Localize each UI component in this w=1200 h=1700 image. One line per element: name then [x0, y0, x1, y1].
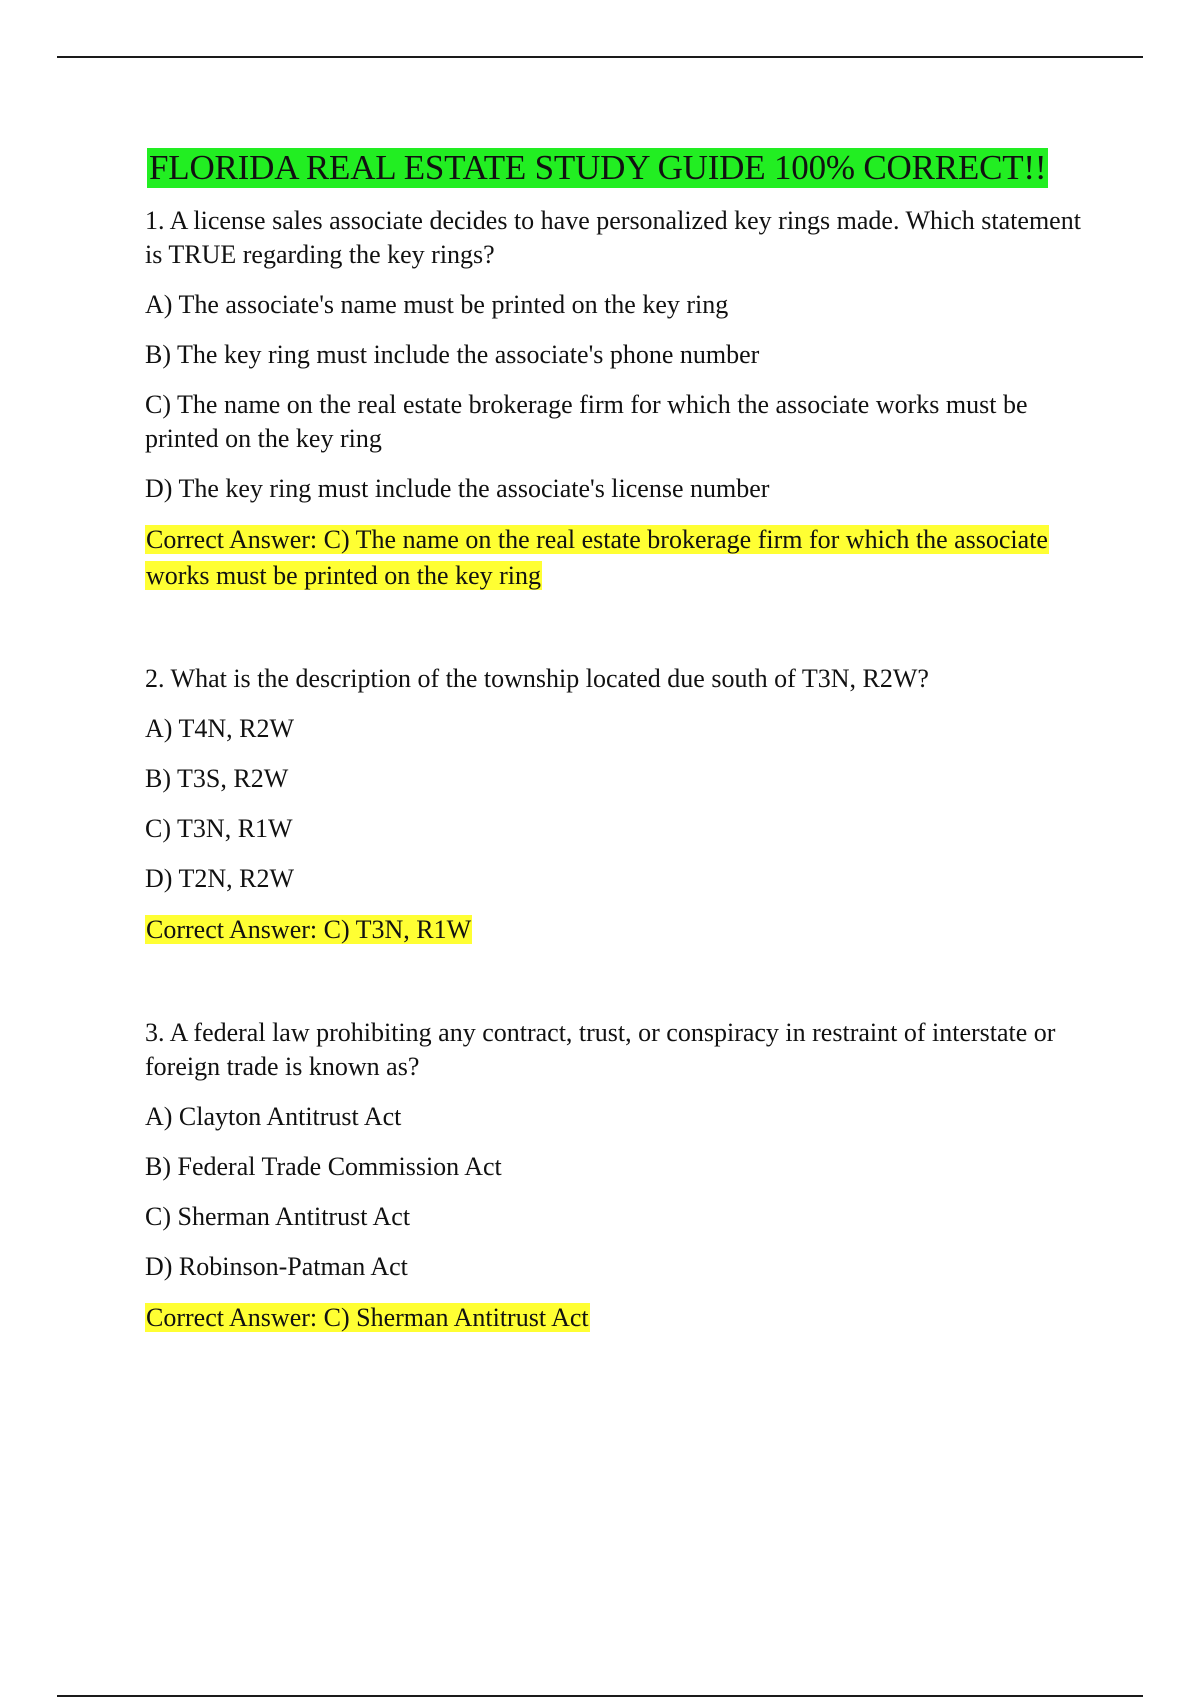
document-body	[145, 148, 1085, 1336]
question-1	[145, 204, 1085, 594]
spacer	[145, 594, 1085, 646]
option-d: D) Robinson-Patman Act	[145, 1252, 408, 1281]
correct-answer-text: Correct Answer: C) T3N, R1W	[146, 915, 472, 944]
document-title: FLORIDA REAL ESTATE STUDY GUIDE 100% CORRECT!!	[149, 148, 1047, 187]
option-c: C) T3N, R1W	[145, 814, 293, 843]
question-2	[145, 662, 1085, 948]
option-b: B) The key ring must include the associate's phone number	[145, 340, 760, 369]
option-c: C) Sherman Antitrust Act	[145, 1202, 411, 1231]
option-a: A) T4N, R2W	[145, 714, 295, 743]
option-a: A) The associate's name must be printed on the key ring	[145, 290, 729, 319]
option-d: D) T2N, R2W	[145, 864, 295, 893]
question-text: 3. A federal law prohibiting any contract, trust, or conspiracy in restraint of interstate or foreign trade is known as?	[145, 1018, 1056, 1081]
spacer	[145, 948, 1085, 1000]
top-rule	[57, 56, 1143, 58]
option-c: C) The name on the real estate brokerage firm for which the associate works must be printed on the key ring	[145, 390, 1028, 453]
correct-answer	[145, 522, 1085, 594]
correct-answer-text: Correct Answer: C) Sherman Antitrust Act	[146, 1303, 589, 1332]
correct-answer	[145, 912, 1085, 948]
option-b: B) Federal Trade Commission Act	[145, 1152, 502, 1181]
bottom-rule	[57, 1695, 1143, 1697]
correct-answer	[145, 1300, 1085, 1336]
option-b: B) T3S, R2W	[145, 764, 289, 793]
option-a: A) Clayton Antitrust Act	[145, 1102, 402, 1131]
correct-answer-text: Correct Answer: C) The name on the real estate brokerage firm for which the associate works must be printed on the key ring	[146, 525, 1048, 590]
option-d: D) The key ring must include the associate's license number	[145, 474, 770, 503]
question-3	[145, 1016, 1085, 1336]
question-text: 1. A license sales associate decides to have personalized key rings made. Which statement is TRUE regarding the key rings?	[145, 206, 1081, 269]
question-text: 2. What is the description of the township located due south of T3N, R2W?	[145, 664, 929, 693]
